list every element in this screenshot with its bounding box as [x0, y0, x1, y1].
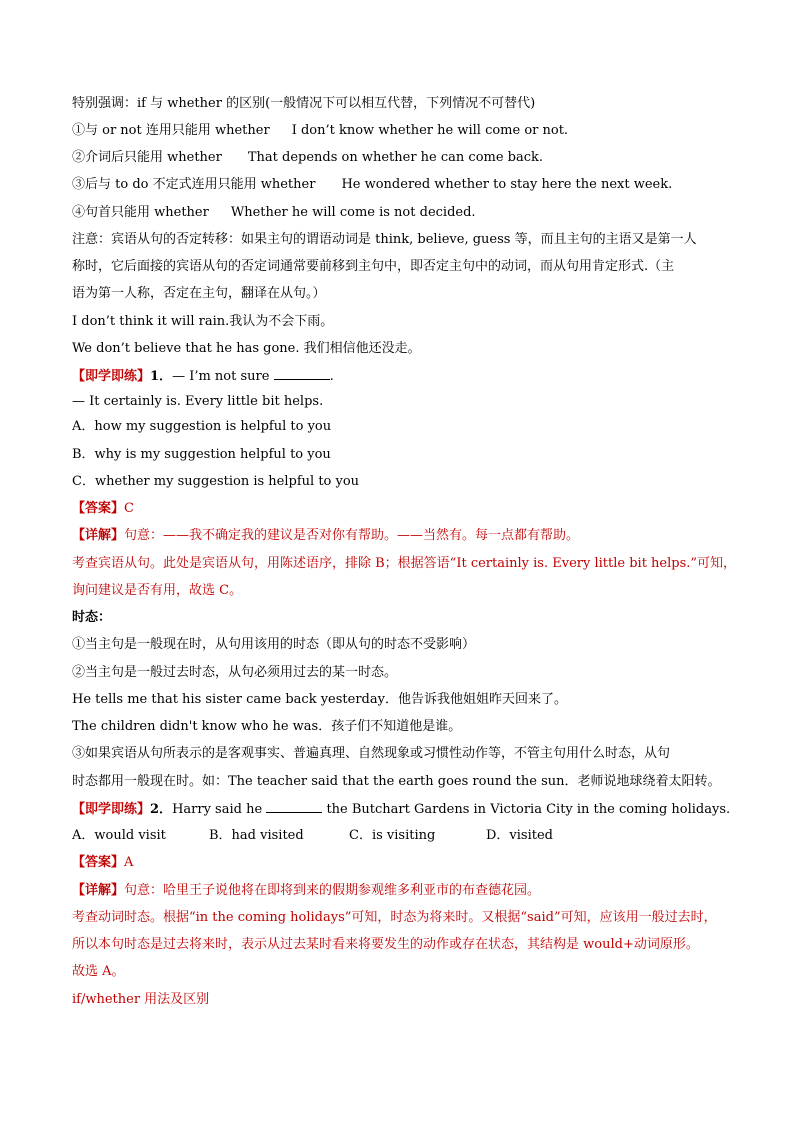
exercise-1-stem [72, 367, 734, 386]
exercise-2-answer [72, 854, 734, 872]
rule-example: That depends on whether he can come back. [247, 150, 544, 165]
option-a[interactable]: A．how my suggestion is helpful to you [72, 419, 332, 434]
rule-2 [72, 149, 734, 167]
rule-example: Whether he will come is not decided. [230, 205, 476, 220]
option-b[interactable]: B．why is my suggestion helpful to you [72, 447, 331, 462]
exercise-tag: 【即学即练】 [72, 369, 151, 384]
exercise-1-detail-1 [72, 527, 734, 545]
exercise-1-answer [72, 500, 734, 518]
exercise-1-response: — It certainly is. Every little bit helps. [72, 394, 324, 409]
option-b[interactable]: B．had visited [209, 828, 304, 843]
answer-tag: 【答案】 [72, 501, 125, 516]
answer-value: C [124, 501, 134, 516]
option-a[interactable]: A．would visit [72, 828, 166, 843]
tense-example-1: He tells me that his sister came back yesterday．他告诉我他姐姐昨天回来了。 [72, 692, 567, 707]
stem-after: . [329, 369, 334, 384]
exercise-2-options [72, 827, 734, 845]
rule-text: ④句首只能用 whether [72, 205, 209, 220]
stem-before: Harry said he [172, 802, 263, 817]
stem-before: — I’m not sure [172, 369, 270, 384]
exercise-2-detail-2: 考查动词时态。根据“in the coming holidays”可知，时态为将来时。又根据“said”可知，应该用一般过去时， [72, 910, 717, 925]
rule-3 [72, 176, 734, 194]
exercise-2-detail-4: 故选 A。 [72, 964, 125, 979]
note-line-2: 称时，它后面接的宾语从句的否定词通常要前移到主句中，即否定主句中的动词，而从句用肯定形式.（主 [72, 259, 675, 274]
rule-text: ③后与 to do 不定式连用只能用 whether [72, 177, 316, 192]
rule-1 [72, 122, 734, 140]
detail-tag: 【详解】 [72, 883, 125, 898]
answer-value: A [124, 855, 134, 870]
detail-text: 句意：——我不确定我的建议是否对你有帮助。——当然有。每一点都有帮助。 [124, 528, 580, 543]
note-line-1: 注意：宾语从句的否定转移：如果主句的谓语动词是 think, believe, guess 等，而且主句的主语又是第一人 [72, 232, 697, 247]
note-example-2: We don’t believe that he has gone. 我们相信他还没走。 [72, 341, 421, 356]
tense-heading: 时态： [72, 610, 112, 625]
answer-tag: 【答案】 [72, 855, 125, 870]
tense-point-3-line-1: ③如果宾语从句所表示的是客观事实、普遍真理、自然现象或习惯性动作等，不管主句用什么时态，从句 [72, 746, 671, 761]
exercise-1-detail-3: 询问建议是否有用，故选 C。 [72, 583, 243, 598]
tense-point-2: ②当主句是一般过去时态，从句必须用过去的某一时态。 [72, 665, 398, 680]
section-title: 特别强调：if 与 whether 的区别(一般情况下可以相互代替，下列情况不可替代) [72, 96, 536, 111]
detail-tag: 【详解】 [72, 528, 125, 543]
tense-point-1: ①当主句是一般现在时，从句用该用的时态（即从句的时态不受影响） [72, 637, 476, 652]
exercise-2-stem [72, 800, 734, 819]
exercise-2-detail-1 [72, 882, 734, 900]
rule-text: ②介词后只能用 whether [72, 150, 222, 165]
exercise-tag: 【即学即练】 [72, 802, 151, 817]
rule-example: I don’t know whether he will come or not. [291, 123, 569, 138]
rule-example: He wondered whether to stay here the next week. [341, 177, 673, 192]
option-d[interactable]: D．visited [486, 828, 553, 843]
exercise-number: 2． [150, 802, 173, 817]
exercise-1-detail-2: 考查宾语从句。此处是宾语从句，用陈述语序，排除 B；根据答语“It certainly is. Every little bit helps.”可知， [72, 556, 737, 571]
option-c[interactable]: C．is visiting [349, 828, 436, 843]
answer-blank[interactable] [266, 800, 322, 813]
exercise-number: 1． [150, 369, 173, 384]
tense-point-3-line-2: 时态都用一般现在时。如：The teacher said that the earth goes round the sun．老师说地球绕着太阳转。 [72, 774, 721, 789]
answer-blank[interactable] [274, 367, 330, 380]
detail-text: 句意：哈里王子说他将在即将到来的假期参观维多利亚市的布查德花园。 [124, 883, 541, 898]
stem-after: the Butchart Gardens in Victoria City in the coming holidays. [326, 802, 731, 817]
note-line-3: 语为第一人称，否定在主句，翻译在从句。） [72, 286, 326, 301]
rule-text: ①与 or not 连用只能用 whether [72, 123, 270, 138]
exercise-2-detail-3: 所以本句时态是过去将来时，表示从过去某时看来将要发生的动作或存在状态，其结构是 would+动词原形。 [72, 937, 699, 952]
tense-example-2: The children didn't know who he was．孩子们不知道他是谁。 [72, 719, 462, 734]
footer-heading: if/whether 用法及区别 [72, 992, 210, 1007]
rule-4 [72, 204, 734, 222]
option-c[interactable]: C．whether my suggestion is helpful to you [72, 474, 360, 489]
note-example-1: I don’t think it will rain.我认为不会下雨。 [72, 314, 334, 329]
